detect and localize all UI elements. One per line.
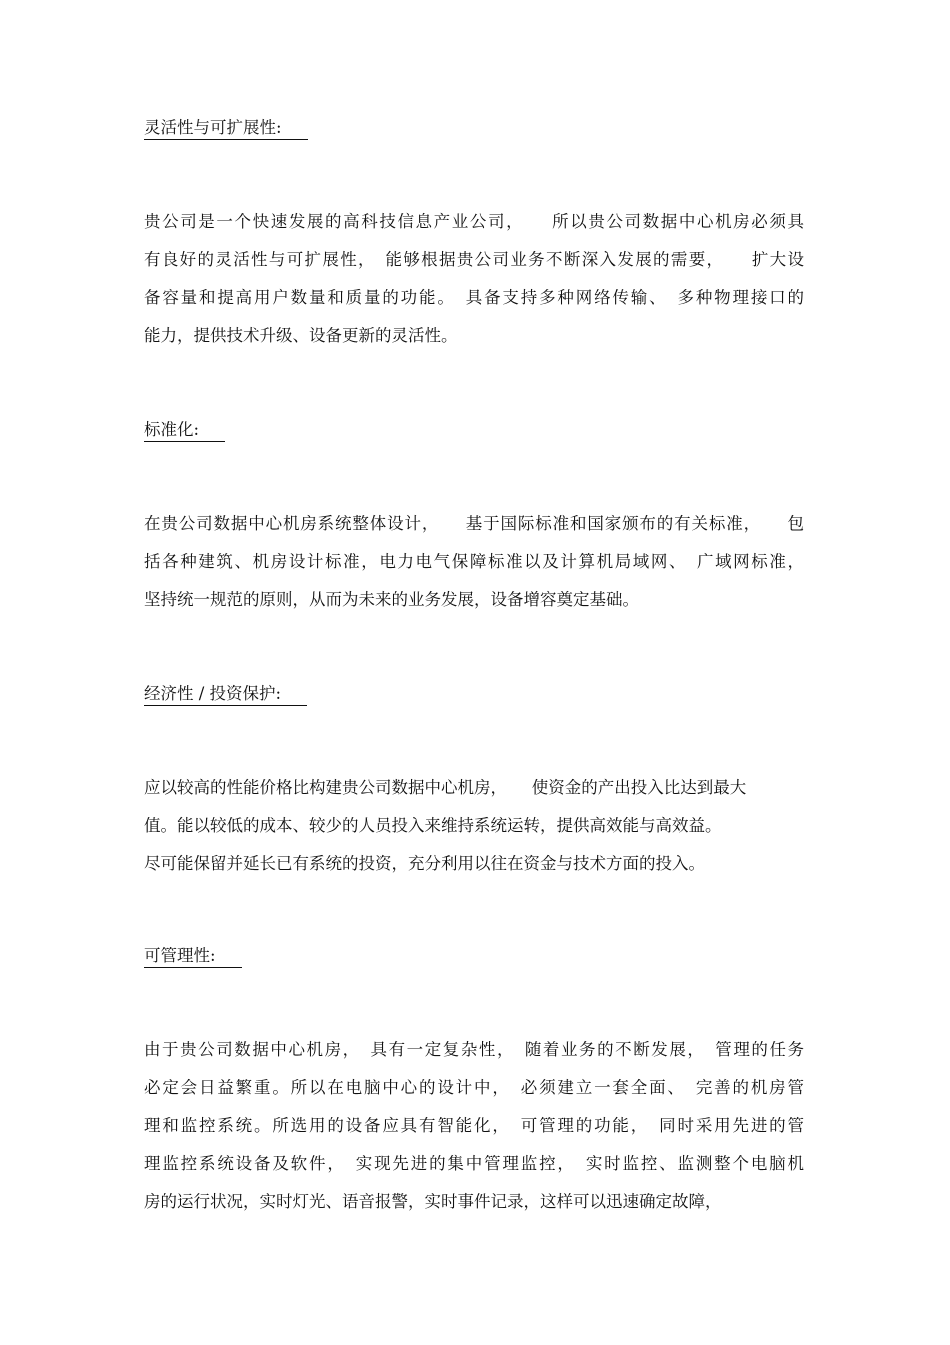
paragraph-line: 必定会日益繁重。所以在电脑中心的设计中， 必须建立一套全面、 完善的机房管 xyxy=(144,1078,804,1097)
paragraph-line: 有良好的灵活性与可扩展性， 能够根据贵公司业务不断深入发展的需要， 扩大设 xyxy=(144,250,804,269)
section-heading-flexibility: 灵活性与可扩展性: xyxy=(144,117,308,140)
paragraph-line: 理和监控系统。所选用的设备应具有智能化， 可管理的功能， 同时采用先进的管 xyxy=(144,1116,804,1135)
paragraph-line: 坚持统一规范的原则，从而为未来的业务发展，设备增容奠定基础。 xyxy=(144,590,639,609)
section-heading-manageability: 可管理性: xyxy=(144,945,242,968)
paragraph-line: 尽可能保留并延长已有系统的投资，充分利用以往在资金与技术方面的投入。 xyxy=(144,854,705,873)
paragraph-line: 能力，提供技术升级、设备更新的灵活性。 xyxy=(144,326,458,345)
section-heading-economy: 经济性 / 投资保护: xyxy=(144,683,307,706)
paragraph-line: 房的运行状况，实时灯光、语音报警，实时事件记录，这样可以迅速确定故障， xyxy=(144,1192,722,1211)
paragraph-line: 在贵公司数据中心机房系统整体设计， 基于国际标准和国家颁布的有关标准， 包 xyxy=(144,514,804,533)
paragraph-line: 贵公司是一个快速发展的高科技信息产业公司， 所以贵公司数据中心机房必须具 xyxy=(144,212,804,231)
paragraph-line: 理监控系统设备及软件， 实现先进的集中管理监控， 实时监控、监测整个电脑机 xyxy=(144,1154,804,1173)
section-heading-standardization: 标准化: xyxy=(144,419,225,442)
paragraph-line: 备容量和提高用户数量和质量的功能。 具备支持多种网络传输、 多种物理接口的 xyxy=(144,288,804,307)
paragraph-line: 值。能以较低的成本、较少的人员投入来维持系统运转，提供高效能与高效益。 xyxy=(144,816,722,835)
paragraph-line: 由于贵公司数据中心机房， 具有一定复杂性， 随着业务的不断发展， 管理的任务 xyxy=(144,1040,804,1059)
paragraph-line: 括各种建筑、机房设计标准，电力电气保障标准以及计算机局域网、 广域网标准， xyxy=(144,552,804,571)
paragraph-line: 应以较高的性能价格比构建贵公司数据中心机房， 使资金的产出投入比达到最大 xyxy=(144,778,747,797)
